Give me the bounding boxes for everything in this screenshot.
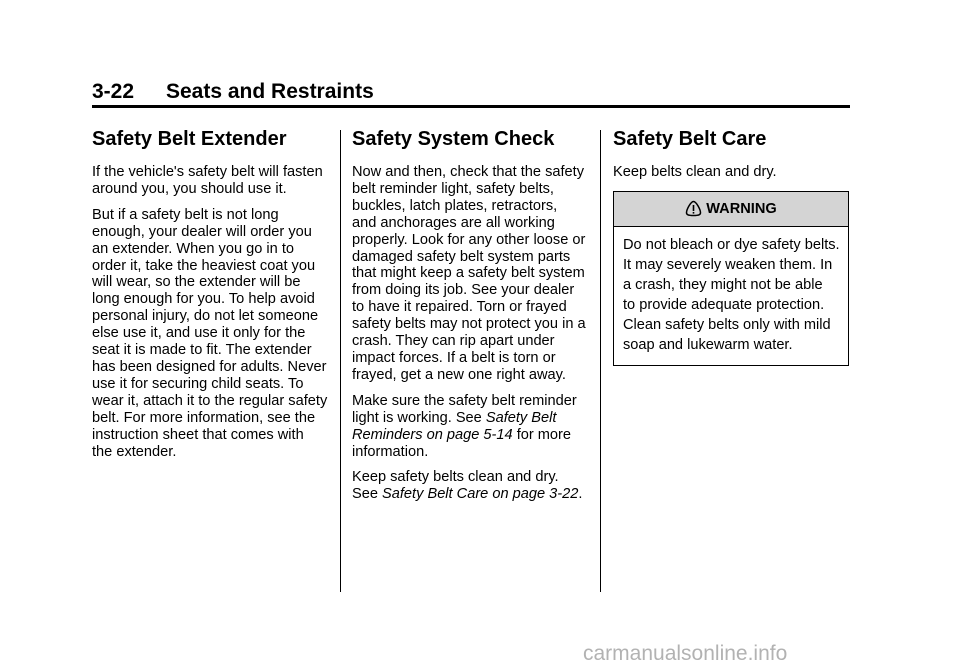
warning-label: WARNING <box>706 200 777 217</box>
text-line: enough, your dealer will order you <box>92 223 312 240</box>
page-number: 3-22 <box>92 80 135 103</box>
text-line: an extender. When you go in to <box>92 240 295 257</box>
text-line: around you, you should use it. <box>92 180 287 197</box>
text-line: personal injury, do not let someone <box>92 308 319 325</box>
text-line: Clean safety belts only with mild <box>623 316 831 333</box>
text-line: to provide adequate protection. <box>623 296 825 313</box>
warning-icon <box>685 200 702 217</box>
text-line: seat it is made to fit. The extender <box>92 342 312 359</box>
cross-reference-link[interactable]: Reminders on page 5-14 <box>352 426 513 443</box>
cross-reference-link[interactable]: Safety Belt Care on page 3-22 <box>382 486 579 503</box>
text-line: for more <box>512 426 572 443</box>
text-line: will wear, so the extender will be <box>92 274 301 291</box>
warning-box <box>613 191 849 366</box>
text-line: that might keep a safety belt system <box>352 265 585 282</box>
column-safety-belt-extender <box>92 128 328 469</box>
paragraph: Keep belts clean and dry. <box>613 164 777 180</box>
warning-text <box>614 227 848 365</box>
text-line: It may severely weaken them. In <box>623 256 833 273</box>
heading-safety-belt-care: Safety Belt Care <box>613 128 767 150</box>
text-line: belt. For more information, see the <box>92 409 316 426</box>
text-line: Do not bleach or dye safety belts. <box>623 236 840 253</box>
text-line: impact forces. If a belt is torn or <box>352 349 556 366</box>
column-divider <box>340 130 341 592</box>
paragraph <box>352 393 588 461</box>
watermark: carmanualsonline.info <box>583 642 788 665</box>
section-title: Seats and Restraints <box>166 80 374 103</box>
text-line: from doing its job. See your dealer <box>352 282 575 299</box>
paragraph <box>92 207 328 461</box>
paragraph <box>352 164 588 384</box>
page-header <box>92 80 850 106</box>
text-line: frayed, get a new one right away. <box>352 366 566 383</box>
text-line: else use it, and use it only for the <box>92 325 306 342</box>
text-line: order it, take the heaviest coat you <box>92 257 316 274</box>
text-line: instruction sheet that comes with <box>92 426 304 443</box>
text-line: Now and then, check that the safety <box>352 164 585 180</box>
text-line: a crash, they might not be able <box>623 276 823 293</box>
text-line: wear it, attach it to the regular safety <box>92 392 328 409</box>
column-divider <box>600 130 601 592</box>
text-line: properly. Look for any other loose or <box>352 231 586 248</box>
text-line: safety belts may not protect you in a <box>352 316 586 333</box>
text-line: to have it repaired. Torn or frayed <box>352 299 567 316</box>
text-line: . <box>578 486 583 503</box>
text-line: long enough for you. To help avoid <box>92 291 315 308</box>
text-line: use it for securing child seats. To <box>92 375 304 392</box>
text-line: See <box>352 486 383 503</box>
column-safety-belt-care <box>613 128 849 366</box>
heading-safety-belt-extender: Safety Belt Extender <box>92 128 287 150</box>
cross-reference-link[interactable]: Safety Belt <box>485 409 557 426</box>
heading-safety-system-check: Safety System Check <box>352 128 555 150</box>
text-line: buckles, latch plates, retractors, <box>352 197 558 214</box>
text-line: But if a safety belt is not long <box>92 206 279 223</box>
text-line: belt reminder light, safety belts, <box>352 180 554 197</box>
text-line: Keep safety belts clean and dry. <box>352 469 559 486</box>
paragraph <box>92 164 328 198</box>
column-safety-system-check <box>352 128 588 512</box>
text-line: damaged safety belt system parts <box>352 248 571 265</box>
warning-header <box>614 192 848 227</box>
text-line: has been designed for adults. Never <box>92 358 327 375</box>
header-rule <box>92 105 850 108</box>
text-line: If the vehicle's safety belt will fasten <box>92 164 323 180</box>
text-line: soap and lukewarm water. <box>623 336 793 353</box>
text-line: Make sure the safety belt reminder <box>352 392 577 409</box>
paragraph <box>352 469 588 503</box>
text-line: and anchorages are all working <box>352 214 555 231</box>
text-line: light is working. See <box>352 409 486 426</box>
text-line: crash. They can rip apart under <box>352 333 555 350</box>
text-line: information. <box>352 443 429 460</box>
text-line: the extender. <box>92 443 177 460</box>
